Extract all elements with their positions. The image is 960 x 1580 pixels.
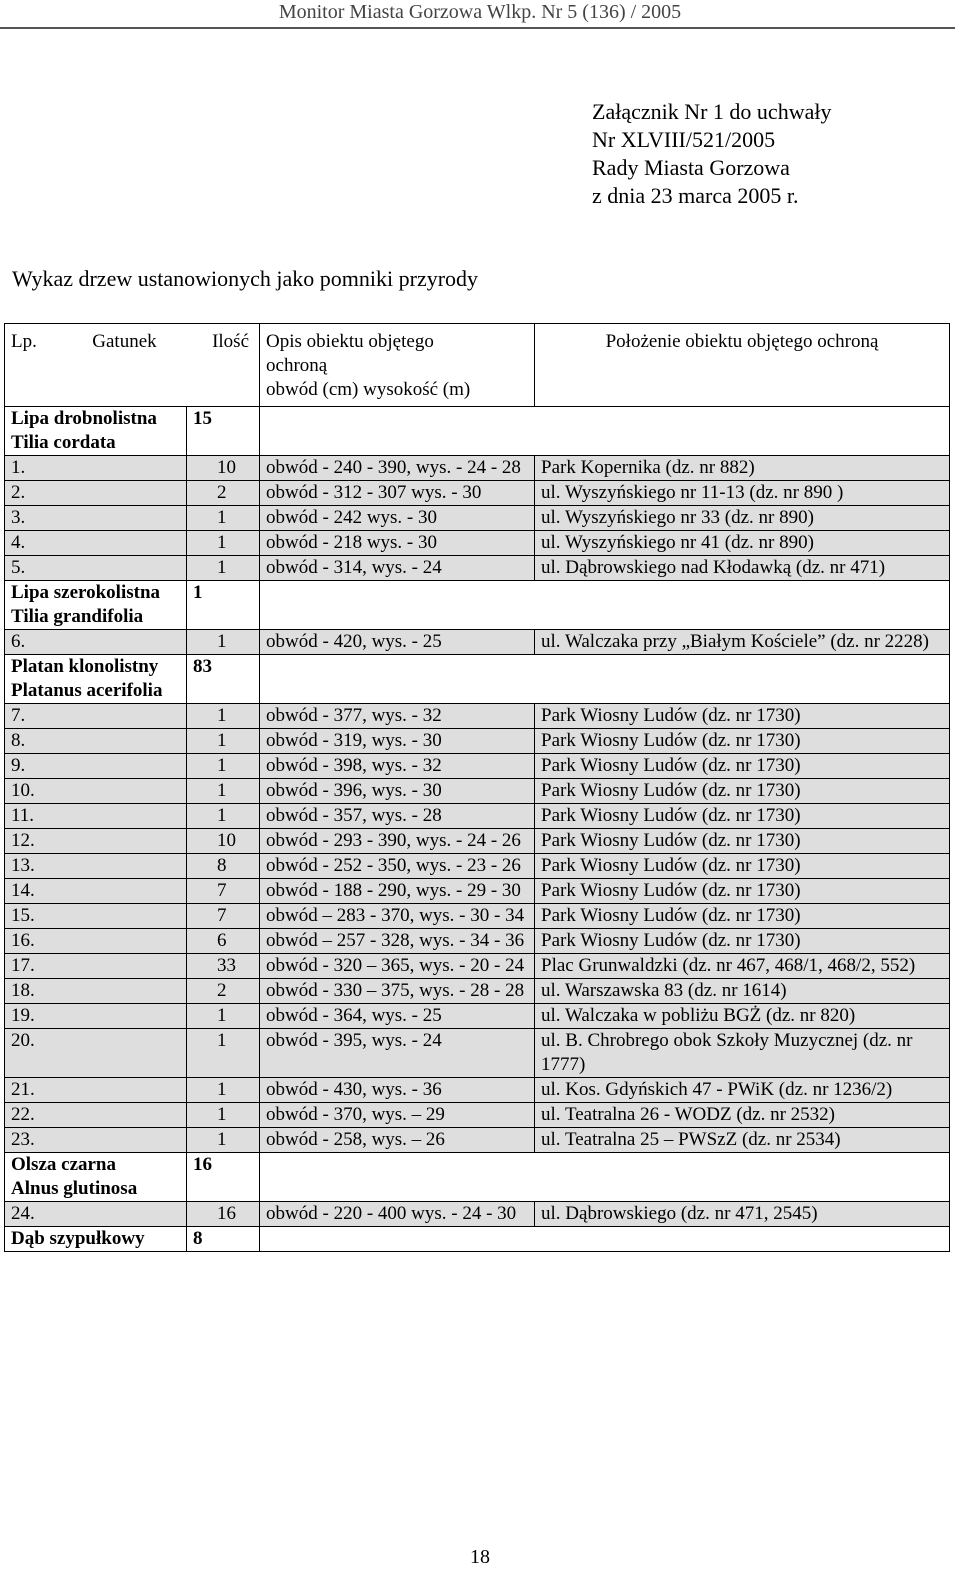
row-location: Park Wiosny Ludów (dz. nr 1730) xyxy=(535,729,950,754)
table-row xyxy=(5,630,950,655)
species-common-name: Olsza czarna xyxy=(11,1154,117,1175)
row-location: ul. Dąbrowskiego (dz. nr 471, 2545) xyxy=(535,1202,950,1227)
row-location: ul. Wyszyńskiego nr 33 (dz. nr 890) xyxy=(535,506,950,531)
table-row xyxy=(5,531,950,556)
row-lp: 4. xyxy=(5,531,187,556)
row-qty: 10 xyxy=(187,829,260,854)
row-description: obwód - 188 - 290, wys. - 29 - 30 xyxy=(260,879,535,904)
header-rule xyxy=(0,27,955,29)
species-name-cell xyxy=(5,407,187,456)
row-lp: 14. xyxy=(5,879,187,904)
annex-line: z dnia 23 marca 2005 r. xyxy=(592,183,799,208)
table-row xyxy=(5,829,950,854)
row-description: obwód – 283 - 370, wys. - 30 - 34 xyxy=(260,904,535,929)
species-count: 8 xyxy=(187,1227,260,1252)
header-polozenie: Położenie obiektu objętego ochroną xyxy=(535,324,950,407)
table-row xyxy=(5,904,950,929)
row-qty: 1 xyxy=(187,779,260,804)
row-description: obwód - 319, wys. - 30 xyxy=(260,729,535,754)
species-count: 1 xyxy=(187,581,260,630)
row-lp: 5. xyxy=(5,556,187,581)
row-description: obwód - 357, wys. - 28 xyxy=(260,804,535,829)
table-row xyxy=(5,1128,950,1153)
header-opis-line: obwód (cm) wysokość (m) xyxy=(266,379,471,400)
row-qty: 7 xyxy=(187,904,260,929)
row-qty: 33 xyxy=(187,954,260,979)
row-location: ul. Teatralna 25 – PWSzZ (dz. nr 2534) xyxy=(535,1128,950,1153)
species-name-cell xyxy=(5,581,187,630)
row-lp: 16. xyxy=(5,929,187,954)
species-latin-name: Tilia grandifolia xyxy=(11,606,144,627)
species-group-row xyxy=(5,655,950,704)
row-lp: 12. xyxy=(5,829,187,854)
species-name-cell xyxy=(5,1153,187,1202)
header-lp-gatunek-ilosc xyxy=(5,324,260,407)
row-qty: 1 xyxy=(187,1004,260,1029)
table-row xyxy=(5,954,950,979)
row-description: obwód - 320 – 365, wys. - 20 - 24 xyxy=(260,954,535,979)
species-latin-name: Platanus acerifolia xyxy=(11,680,163,701)
row-location: Park Wiosny Ludów (dz. nr 1730) xyxy=(535,704,950,729)
table-row xyxy=(5,481,950,506)
table-row xyxy=(5,879,950,904)
annex-line: Nr XLVIII/521/2005 xyxy=(592,127,776,152)
row-lp: 3. xyxy=(5,506,187,531)
header-gatunek: Gatunek xyxy=(92,331,157,352)
row-lp: 1. xyxy=(5,456,187,481)
species-group-row xyxy=(5,1227,950,1252)
table-row xyxy=(5,704,950,729)
species-count: 15 xyxy=(187,407,260,456)
row-qty: 2 xyxy=(187,481,260,506)
row-description: obwód - 314, wys. - 24 xyxy=(260,556,535,581)
table-row xyxy=(5,854,950,879)
annex-line: Załącznik Nr 1 do uchwały xyxy=(592,99,832,124)
row-qty: 1 xyxy=(187,729,260,754)
row-location: Park Wiosny Ludów (dz. nr 1730) xyxy=(535,804,950,829)
row-qty: 1 xyxy=(187,630,260,655)
row-description: obwód - 258, wys. – 26 xyxy=(260,1128,535,1153)
row-description: obwód - 220 - 400 wys. - 24 - 30 xyxy=(260,1202,535,1227)
annex-block xyxy=(592,98,831,210)
table-row xyxy=(5,1078,950,1103)
row-lp: 22. xyxy=(5,1103,187,1128)
row-qty: 7 xyxy=(187,879,260,904)
row-qty: 1 xyxy=(187,1078,260,1103)
row-description: obwód - 395, wys. - 24 xyxy=(260,1029,535,1078)
row-description: obwód - 312 - 307 wys. - 30 xyxy=(260,481,535,506)
species-count: 83 xyxy=(187,655,260,704)
row-location: ul. Teatralna 26 - WODZ (dz. nr 2532) xyxy=(535,1103,950,1128)
row-qty: 1 xyxy=(187,1103,260,1128)
row-location: ul. Dąbrowskiego nad Kłodawką (dz. nr 471) xyxy=(535,556,950,581)
row-location: Park Wiosny Ludów (dz. nr 1730) xyxy=(535,929,950,954)
row-lp: 20. xyxy=(5,1029,187,1078)
table-row xyxy=(5,1029,950,1078)
row-lp: 13. xyxy=(5,854,187,879)
row-qty: 1 xyxy=(187,1128,260,1153)
table-row xyxy=(5,1004,950,1029)
row-location: ul. Walczaka w pobliżu BGŻ (dz. nr 820) xyxy=(535,1004,950,1029)
annex-line: Rady Miasta Gorzowa xyxy=(592,155,790,180)
row-lp: 7. xyxy=(5,704,187,729)
row-location: ul. B. Chrobrego obok Szkoły Muzycznej (dz. nr 1777) xyxy=(535,1029,950,1078)
row-description: obwód - 420, wys. - 25 xyxy=(260,630,535,655)
row-lp: 10. xyxy=(5,779,187,804)
table-row xyxy=(5,456,950,481)
header-lp: Lp. xyxy=(11,331,37,352)
row-qty: 8 xyxy=(187,854,260,879)
page-number: 18 xyxy=(470,1546,490,1568)
species-latin-name: Alnus glutinosa xyxy=(11,1178,138,1199)
empty-cell xyxy=(260,407,950,456)
document-title: Wykaz drzew ustanowionych jako pomniki przyrody xyxy=(12,266,479,291)
empty-cell xyxy=(260,581,950,630)
row-description: obwód - 252 - 350, wys. - 23 - 26 xyxy=(260,854,535,879)
species-name-cell xyxy=(5,655,187,704)
row-lp: 6. xyxy=(5,630,187,655)
row-qty: 1 xyxy=(187,531,260,556)
row-qty: 10 xyxy=(187,456,260,481)
row-lp: 17. xyxy=(5,954,187,979)
table-row xyxy=(5,929,950,954)
row-location: Park Kopernika (dz. nr 882) xyxy=(535,456,950,481)
table-row xyxy=(5,804,950,829)
row-description: obwód - 370, wys. – 29 xyxy=(260,1103,535,1128)
row-location: Park Wiosny Ludów (dz. nr 1730) xyxy=(535,879,950,904)
row-lp: 8. xyxy=(5,729,187,754)
row-description: obwód - 330 – 375, wys. - 28 - 28 xyxy=(260,979,535,1004)
species-group-row xyxy=(5,1153,950,1202)
header-opis-line: ochroną xyxy=(266,355,328,376)
row-location: ul. Warszawska 83 (dz. nr 1614) xyxy=(535,979,950,1004)
row-location: Park Wiosny Ludów (dz. nr 1730) xyxy=(535,829,950,854)
row-qty: 1 xyxy=(187,556,260,581)
table-row xyxy=(5,754,950,779)
table-body xyxy=(5,324,950,1252)
table-row xyxy=(5,729,950,754)
species-group-row xyxy=(5,407,950,456)
monuments-table xyxy=(4,323,950,1252)
row-description: obwód - 218 wys. - 30 xyxy=(260,531,535,556)
row-location: Park Wiosny Ludów (dz. nr 1730) xyxy=(535,754,950,779)
row-description: obwód - 364, wys. - 25 xyxy=(260,1004,535,1029)
species-common-name: Platan klonolistny xyxy=(11,656,159,677)
row-description: obwód - 242 wys. - 30 xyxy=(260,506,535,531)
table-row xyxy=(5,779,950,804)
table-row xyxy=(5,506,950,531)
row-qty: 2 xyxy=(187,979,260,1004)
row-lp: 2. xyxy=(5,481,187,506)
row-description: obwód - 396, wys. - 30 xyxy=(260,779,535,804)
row-lp: 15. xyxy=(5,904,187,929)
species-group-row xyxy=(5,581,950,630)
row-qty: 16 xyxy=(187,1202,260,1227)
row-location: Park Wiosny Ludów (dz. nr 1730) xyxy=(535,779,950,804)
header-opis-line: Opis obiektu objętego xyxy=(266,331,434,352)
table-row xyxy=(5,1202,950,1227)
row-location: ul. Walczaka przy „Białym Kościele” (dz. nr 2228) xyxy=(535,630,950,655)
row-description: obwód - 398, wys. - 32 xyxy=(260,754,535,779)
row-description: obwód – 257 - 328, wys. - 34 - 36 xyxy=(260,929,535,954)
row-lp: 18. xyxy=(5,979,187,1004)
species-count: 16 xyxy=(187,1153,260,1202)
row-lp: 19. xyxy=(5,1004,187,1029)
table-header-row xyxy=(5,324,950,407)
row-qty: 1 xyxy=(187,1029,260,1078)
running-header: Monitor Miasta Gorzowa Wlkp. Nr 5 (136) / 2005 xyxy=(278,1,682,23)
species-common-name: Lipa szerokolistna xyxy=(11,582,161,603)
row-description: obwód - 293 - 390, wys. - 24 - 26 xyxy=(260,829,535,854)
row-location: ul. Wyszyńskiego nr 41 (dz. nr 890) xyxy=(535,531,950,556)
row-qty: 1 xyxy=(187,704,260,729)
row-description: obwód - 430, wys. - 36 xyxy=(260,1078,535,1103)
row-location: Plac Grunwaldzki (dz. nr 467, 468/1, 468/2, 552) xyxy=(535,954,950,979)
row-lp: 24. xyxy=(5,1202,187,1227)
row-lp: 9. xyxy=(5,754,187,779)
species-common-name: Lipa drobnolistna xyxy=(11,408,157,429)
table-row xyxy=(5,556,950,581)
row-lp: 23. xyxy=(5,1128,187,1153)
empty-cell xyxy=(260,1227,950,1252)
row-lp: 11. xyxy=(5,804,187,829)
row-lp: 21. xyxy=(5,1078,187,1103)
species-name-cell xyxy=(5,1227,187,1252)
empty-cell xyxy=(260,655,950,704)
row-qty: 1 xyxy=(187,804,260,829)
row-description: obwód - 240 - 390, wys. - 24 - 28 xyxy=(260,456,535,481)
table-row xyxy=(5,979,950,1004)
row-qty: 6 xyxy=(187,929,260,954)
header-opis xyxy=(260,324,535,407)
table-row xyxy=(5,1103,950,1128)
row-location: ul. Kos. Gdyńskich 47 - PWiK (dz. nr 1236/2) xyxy=(535,1078,950,1103)
header-ilosc: Ilość xyxy=(212,331,250,352)
species-latin-name: Tilia cordata xyxy=(11,432,116,453)
row-location: Park Wiosny Ludów (dz. nr 1730) xyxy=(535,904,950,929)
empty-cell xyxy=(260,1153,950,1202)
species-common-name: Dąb szypułkowy xyxy=(11,1228,145,1249)
row-description: obwód - 377, wys. - 32 xyxy=(260,704,535,729)
row-qty: 1 xyxy=(187,506,260,531)
row-location: ul. Wyszyńskiego nr 11-13 (dz. nr 890 ) xyxy=(535,481,950,506)
row-location: Park Wiosny Ludów (dz. nr 1730) xyxy=(535,854,950,879)
row-qty: 1 xyxy=(187,754,260,779)
